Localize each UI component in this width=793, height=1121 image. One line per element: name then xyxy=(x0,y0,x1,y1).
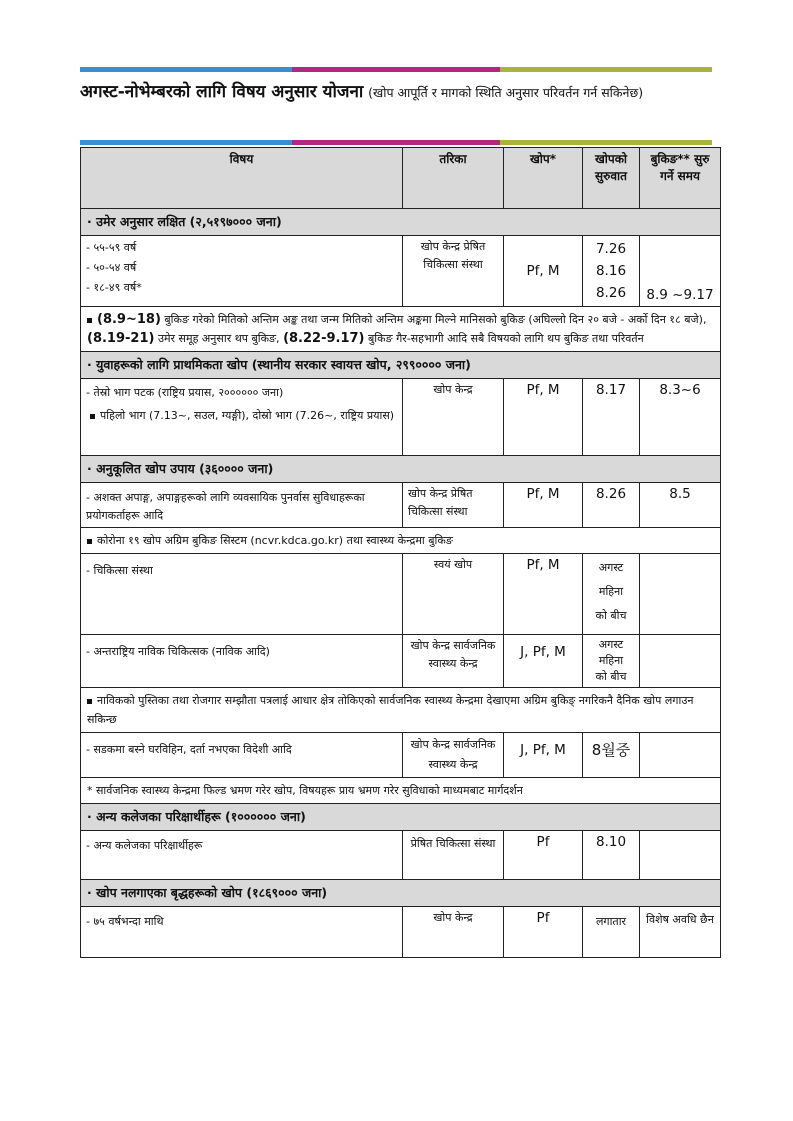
method-cell: खोप केन्द्र xyxy=(403,907,504,958)
section-title-elderly: · खोप नलगाएका बृद्धहरूको खोप (१८६९००० जना) xyxy=(81,880,721,907)
title-note: (खोप आपूर्ति र मागको स्थिति अनुसार परिवर्तन गर्न सकिनेछ) xyxy=(368,85,644,100)
header-subject: विषय xyxy=(81,148,403,209)
note-row xyxy=(81,688,721,733)
booking-cell: 8.5 xyxy=(640,483,721,528)
vaccine-value: Pf, M xyxy=(526,263,560,279)
age-groups-cell xyxy=(81,236,403,307)
bullet-icon xyxy=(87,699,92,704)
list-item: - ५५-५९ वर्ष xyxy=(86,241,137,254)
booking-cell: विशेष अवधि छैन xyxy=(640,907,721,958)
subject-cell: - अन्तराष्ट्रिय नाविक चिकित्सक (नाविक आदि) xyxy=(81,635,403,688)
booking-cell xyxy=(640,733,721,778)
note-row xyxy=(81,307,721,352)
subject-cell: - सडकमा बस्ने घरविहिन, दर्ता नभएका विदेशी आदि xyxy=(81,733,403,778)
table-row xyxy=(81,733,721,778)
vaccine-cell: Pf, M xyxy=(504,379,583,456)
bullet-icon xyxy=(87,539,92,544)
note-text: कोरोना १९ खोप अग्रिम बुकिङ सिस्टम (ncvr.kdca.go.kr) तथा स्वास्थ्य केन्द्रमा बुकिङ xyxy=(97,534,453,547)
bullet-icon xyxy=(90,414,95,419)
subject-cell: - अन्य कलेजका परिक्षार्थीहरू xyxy=(81,831,403,880)
table-row xyxy=(81,236,721,307)
start-cell: अगस्ट महिना को बीच xyxy=(583,635,640,688)
vaccine-cell: Pf, M xyxy=(504,554,583,635)
section-header xyxy=(81,352,721,379)
note-row xyxy=(81,528,721,554)
note-row xyxy=(81,778,721,804)
header-method: तरिका xyxy=(403,148,504,209)
note-text: बुकिङ गरेको मितिको अन्तिम अङ्क तथा जन्म मितिको अन्तिम अङ्कमा मिल्ने मानिसको बुकिङ (अघिल्लो दिन २० बजे - अर्को दिन १८ बजे), xyxy=(164,313,707,326)
booking-cell xyxy=(640,831,721,880)
subject-cell: - ७५ वर्षभन्दा माथि xyxy=(81,907,403,958)
schedule-table xyxy=(80,147,721,958)
table-header-row xyxy=(81,148,721,209)
list-item: - ५०-५४ वर्ष xyxy=(86,261,137,274)
homeless-note: * सार्वजनिक स्वास्थ्य केन्द्रमा फिल्ड भ्रमण गरेर खोप, विषयहरू प्राय भ्रमण गरेर सुविधाको माध्यमबाट मार्गदर्शन xyxy=(81,778,721,804)
booking-note xyxy=(81,307,721,352)
note-text: नाविकको पुस्तिका तथा रोजगार सम्झौता पत्रलाई आधार क्षेत्र तोकिएको सार्वजनिक स्वास्थ्य केन्द्रमा देखाएमा अग्रिम बुकिङ् नगरिकनै दैनिक खोप लगाउन सकिन्छ xyxy=(87,694,694,726)
start-date: 8.16 xyxy=(595,263,627,279)
start-cell: लगातार xyxy=(583,907,640,958)
method-cell: खोप केन्द्र सार्वजनिक स्वास्थ्य केन्द्र xyxy=(403,733,504,778)
vaccine-cell xyxy=(504,236,583,307)
method-cell: खोप केन्द्र प्रेषित चिकित्सा संस्था xyxy=(403,236,504,307)
youth-subject-cell xyxy=(81,379,403,456)
vaccine-cell: J, Pf, M xyxy=(504,733,583,778)
table-row xyxy=(81,635,721,688)
bullet-icon xyxy=(87,318,92,323)
method-cell: खोप केन्द्र सार्वजनिक स्वास्थ्य केन्द्र xyxy=(403,635,504,688)
table-row xyxy=(81,907,721,958)
vaccine-cell: Pf xyxy=(504,907,583,958)
section-header xyxy=(81,804,721,831)
section-title-exam: · अन्य कलेजका परिक्षार्थीहरू (१०००००० जना) xyxy=(81,804,721,831)
note-date: (8.19-21) xyxy=(87,331,155,346)
note-text: उमेर समूह अनुसार थप बुकिङ, xyxy=(157,332,280,345)
subject-cell: - चिकित्सा संस्था xyxy=(81,554,403,635)
title-main: अगस्ट-नोभेम्बरको लागि विषय अनुसार योजना xyxy=(80,82,364,102)
booking-cell xyxy=(640,554,721,635)
note-text: बुकिङ गैर-सहभागी आदि सबै विषयको लागि थप बुकिङ तथा परिवर्तन xyxy=(368,332,644,345)
section-title-youth: · युवाहरूको लागि प्राथमिकता खोप (स्थानीय सरकार स्वायत्त खोप, २९९०००० जना) xyxy=(81,352,721,379)
section-title-custom: · अनुकूलित खोप उपाय (३६०००० जना) xyxy=(81,456,721,483)
list-item: - तेस्रो भाग पटक (राष्ट्रिय प्रयास, २०००००० जना) xyxy=(86,386,284,399)
list-item-text: पहिलो भाग (7.13~, सउल, ग्यङ्गी), दोस्रो भाग (7.26~, राष्ट्रिय प्रयास) xyxy=(100,409,395,422)
sailor-note xyxy=(81,688,721,733)
start-date: 7.26 xyxy=(595,241,627,257)
bottom-color-bar xyxy=(80,140,712,145)
booking-cell: 8.9 ~9.17 xyxy=(640,236,721,307)
start-cell: 8.17 xyxy=(583,379,640,456)
header-start: खोपको सुरुवात xyxy=(583,148,640,209)
booking-cell xyxy=(640,635,721,688)
table-row xyxy=(81,554,721,635)
start-cell: 8.10 xyxy=(583,831,640,880)
method-cell: स्वयं खोप xyxy=(403,554,504,635)
header-booking: बुकिङ** सुरु गर्ने समय xyxy=(640,148,721,209)
section-header xyxy=(81,456,721,483)
method-cell: खोप केन्द्र xyxy=(403,379,504,456)
section-title-age: · उमेर अनुसार लक्षित (२,५१९७००० जना) xyxy=(81,209,721,236)
table-row xyxy=(81,483,721,528)
note-date: (8.22-9.17) xyxy=(283,331,365,346)
page-title xyxy=(80,80,720,105)
vaccine-cell: J, Pf, M xyxy=(504,635,583,688)
method-cell: प्रेषित चिकित्सा संस्था xyxy=(403,831,504,880)
top-color-bar xyxy=(80,67,712,72)
section-header xyxy=(81,209,721,236)
start-cell xyxy=(583,236,640,307)
vaccine-cell: Pf xyxy=(504,831,583,880)
table-row xyxy=(81,379,721,456)
start-cell: 8월중 xyxy=(583,733,640,778)
start-cell: 8.26 xyxy=(583,483,640,528)
start-cell: अगस्ट महिना को बीच xyxy=(583,554,640,635)
note-date: (8.9~18) xyxy=(97,312,161,327)
booking-system-note xyxy=(81,528,721,554)
subject-cell: - अशक्त अपाङ्ग, अपाङ्गहरूको लागि व्यवसायिक पुनर्वास सुविधाहरूका प्रयोगकर्ताहरू आदि xyxy=(81,483,403,528)
vaccine-cell: Pf, M xyxy=(504,483,583,528)
list-item: - १८-४९ वर्ष* xyxy=(86,281,142,294)
section-header xyxy=(81,880,721,907)
start-date: 8.26 xyxy=(595,285,627,301)
list-item xyxy=(86,404,397,427)
method-cell: खोप केन्द्र प्रेषित चिकित्सा संस्था xyxy=(403,483,504,528)
table-row xyxy=(81,831,721,880)
booking-cell: 8.3~6 xyxy=(640,379,721,456)
header-vaccine: खोप* xyxy=(504,148,583,209)
